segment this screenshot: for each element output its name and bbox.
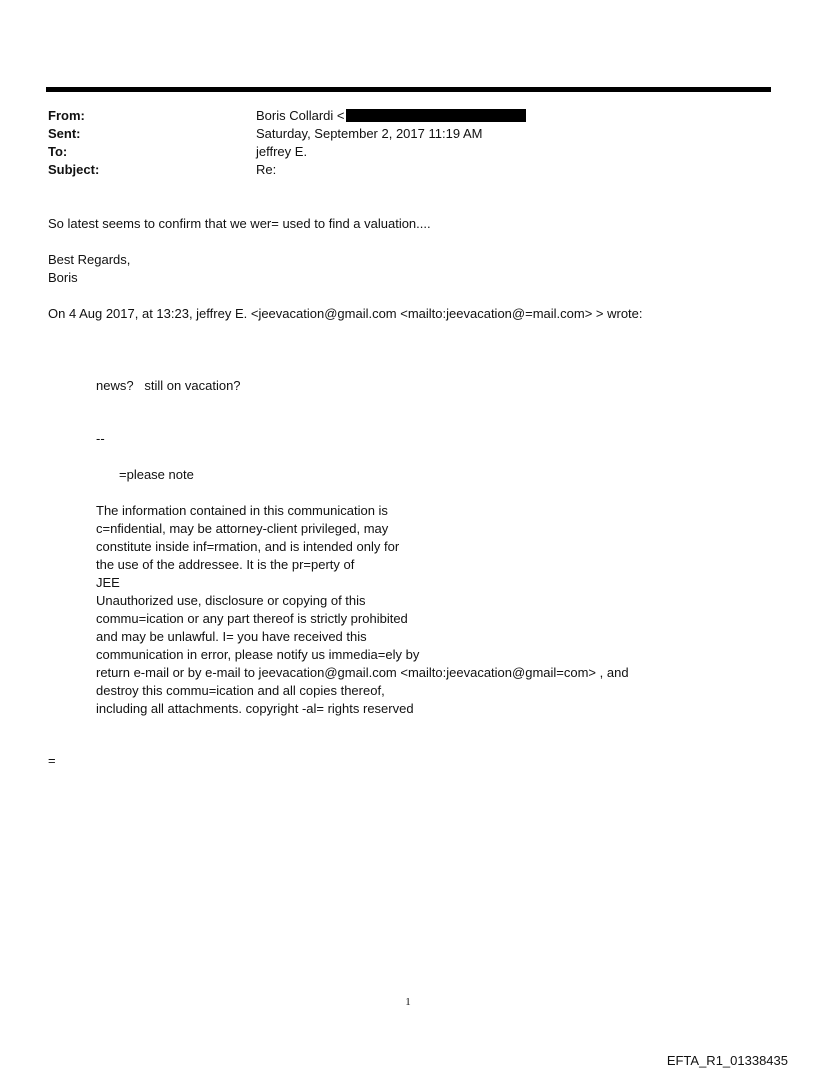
disclaimer-line: Unauthorized use, disclosure or copying of this	[96, 593, 366, 608]
disclaimer-line: c=nfidential, may be attorney-client privileged, may	[96, 521, 389, 536]
subject-label: Subject:	[48, 162, 100, 177]
disclaimer-line: JEE	[96, 575, 120, 590]
please-note: =please note	[119, 467, 194, 482]
to-label: To:	[48, 144, 68, 159]
document-id: EFTA_R1_01338435	[666, 1053, 788, 1068]
page-number: 1	[405, 996, 411, 1008]
header-rule	[46, 87, 771, 92]
disclaimer-line: return e-mail or by e-mail to jeevacation@gmail.com <mailto:jeevacation@gmail=com> , and	[96, 665, 629, 680]
from-value	[256, 107, 526, 125]
sent-label: Sent:	[48, 126, 81, 141]
disclaimer-line: The information contained in this communication is	[96, 503, 388, 518]
disclaimer-line: constitute inside inf=rmation, and is intended only for	[96, 539, 400, 554]
disclaimer-line: the use of the addressee. It is the pr=perty of	[96, 557, 355, 572]
closing-regards: Best Regards,	[48, 252, 131, 267]
disclaimer-line: and may be unlawful. I= you have received this	[96, 629, 367, 644]
quoted-message: news? still on vacation?	[96, 378, 241, 393]
signature-separator: --	[96, 431, 105, 446]
trailing-char: =	[48, 753, 56, 768]
to-value: jeffrey E.	[256, 144, 308, 159]
from-label: From:	[48, 108, 85, 123]
from-name: Boris Collardi <	[256, 108, 345, 123]
subject-value: Re:	[256, 162, 277, 177]
sent-value: Saturday, September 2, 2017 11:19 AM	[256, 126, 483, 141]
signature-name: Boris	[48, 270, 78, 285]
disclaimer-line: destroy this commu=ication and all copies thereof,	[96, 683, 385, 698]
redaction-bar	[346, 109, 526, 122]
disclaimer-line: communication in error, please notify us immedia=ely by	[96, 647, 420, 662]
quote-intro: On 4 Aug 2017, at 13:23, jeffrey E. <jeevacation@gmail.com <mailto:jeevacation@=mail.com> > wrote:	[48, 306, 643, 321]
disclaimer-line: commu=ication or any part thereof is strictly prohibited	[96, 611, 408, 626]
disclaimer-line: including all attachments. copyright -al= rights reserved	[96, 701, 414, 716]
body-line: So latest seems to confirm that we wer= used to find a valuation....	[48, 216, 431, 231]
